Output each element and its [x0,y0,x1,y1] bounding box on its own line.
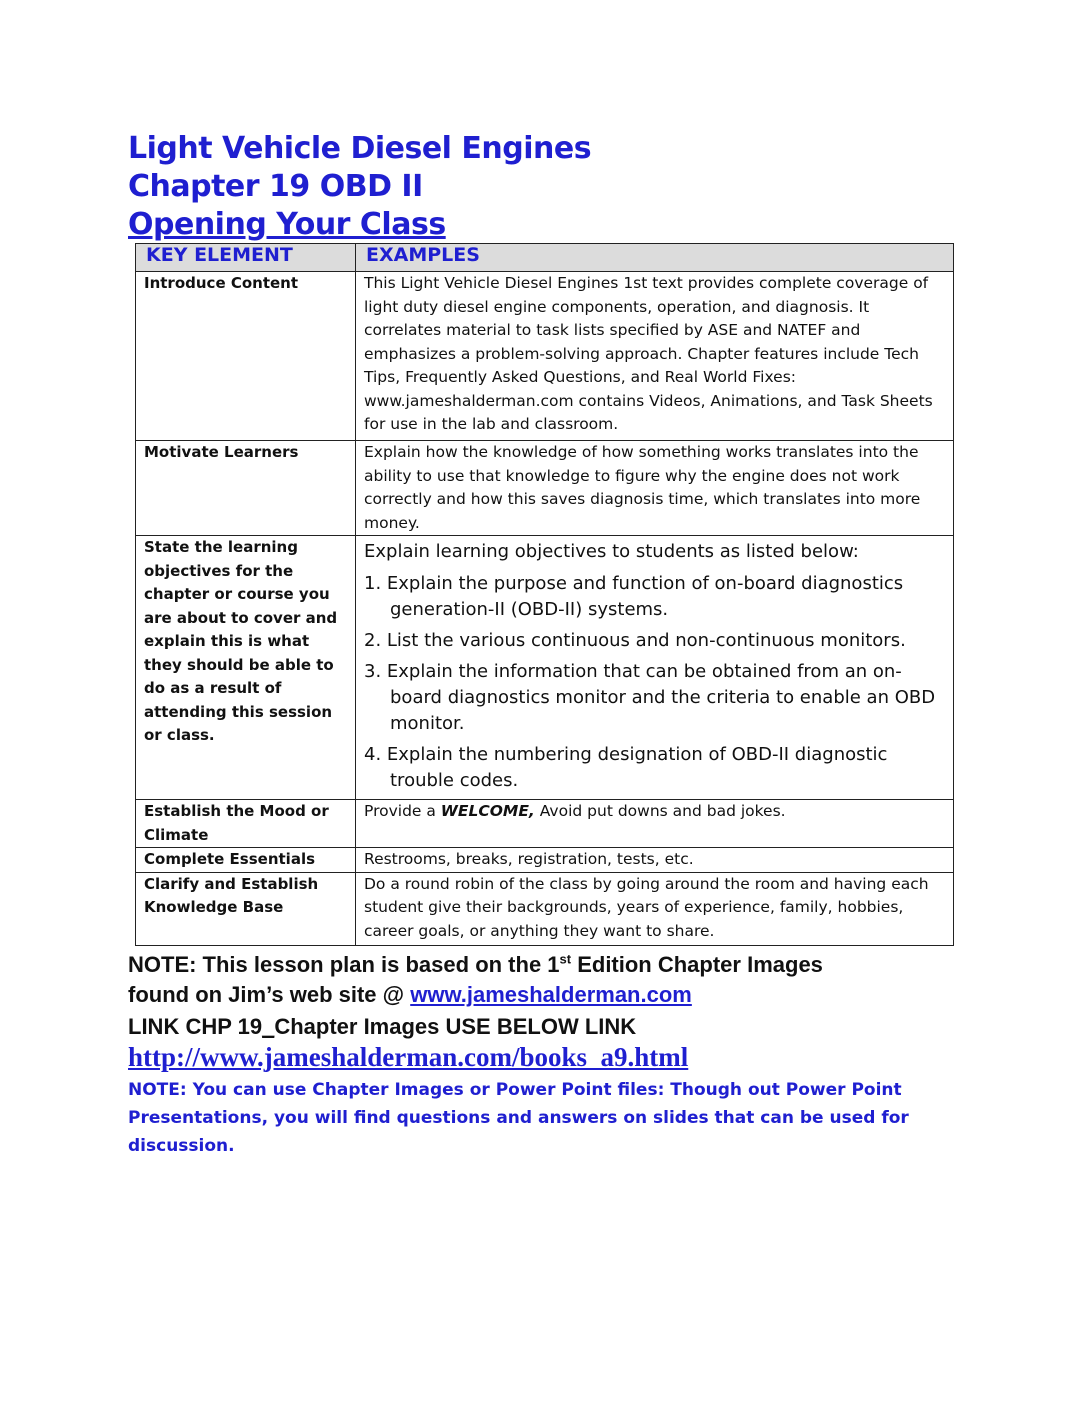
objectives-intro: Explain learning objectives to students as listed below: [364,541,859,562]
objective-item: 4. Explain the numbering designation of OBD-II diagnostic trouble codes. [364,744,888,791]
document-title: Light Vehicle Diesel Engines [128,131,592,166]
objective-item: 1. Explain the purpose and function of on-board diagnostics generation-II (OBD-II) systems. [364,573,904,620]
table-row [136,441,954,536]
note-edition: NOTE: This lesson plan is based on the 1st Edition Chapter Images [128,951,823,977]
example-text: Provide a [364,802,441,820]
header-key-element: KEY ELEMENT [136,244,356,272]
table-row [136,800,954,848]
chapter-title: Chapter 19 OBD II [128,169,423,204]
table-row [136,848,954,873]
table-row [136,536,954,800]
row-example: Restrooms, breaks, registration, tests, etc. [356,848,954,873]
objective-item: 3. Explain the information that can be obtained from an on-board diagnostics monitor and the criteria to enable an OBD monitor. [364,661,936,734]
header-examples: EXAMPLES [356,244,954,272]
row-key: Complete Essentials [136,848,356,873]
website-link[interactable]: www.jameshalderman.com [410,982,692,1007]
key-elements-table [135,243,954,946]
table-row [136,272,954,441]
table-header-row [136,244,954,272]
example-text: Avoid put downs and bad jokes. [534,802,786,820]
row-example [356,800,954,848]
welcome-emphasis: WELCOME, [440,802,535,820]
row-key: State the learning objectives for the chapter or course you are about to cover and explain this is what they should be able to do as a result of attending this session or class. [136,536,356,800]
chapter-images-link[interactable]: http://www.jameshalderman.com/books_a9.html [128,1042,689,1072]
row-example: This Light Vehicle Diesel Engines 1st text provides complete coverage of light duty diesel engine components, operation, and diagnosis. It correlates material to task lists specified by ASE and NATEF and emphasizes a problem-solving approach. Chapter features include Tech Tips, Frequently Asked Questions, and Real World Fixes: www.jameshalderman.com contains Videos, Animations, and Task Sheets for use in the lab and classroom. [356,272,954,441]
note-link-heading: LINK CHP 19_Chapter Images USE BELOW LINK [128,1014,637,1039]
table-row [136,872,954,945]
note-website: found on Jim’s web site @ www.jameshalderman.com [128,982,692,1007]
section-title[interactable]: Opening Your Class [128,207,446,242]
row-example: Do a round robin of the class by going around the room and having each student give their backgrounds, years of experience, family, hobbies, career goals, or anything they want to share. [356,872,954,945]
row-key: Clarify and Establish Knowledge Base [136,872,356,945]
note-power-point: NOTE: You can use Chapter Images or Power Point files: Though out Power Point Presentations, you will find questions and answers on slides that can be used for discussion. [128,1080,909,1156]
objective-item: 2. List the various continuous and non-continuous monitors. [364,630,906,651]
row-example: Explain how the knowledge of how something works translates into the ability to use that knowledge to figure why the engine does not work correctly and how this saves diagnosis time, which translates into more money. [356,441,954,536]
row-example [356,536,954,800]
row-key: Introduce Content [136,272,356,441]
row-key: Establish the Mood or Climate [136,800,356,848]
row-key: Motivate Learners [136,441,356,536]
